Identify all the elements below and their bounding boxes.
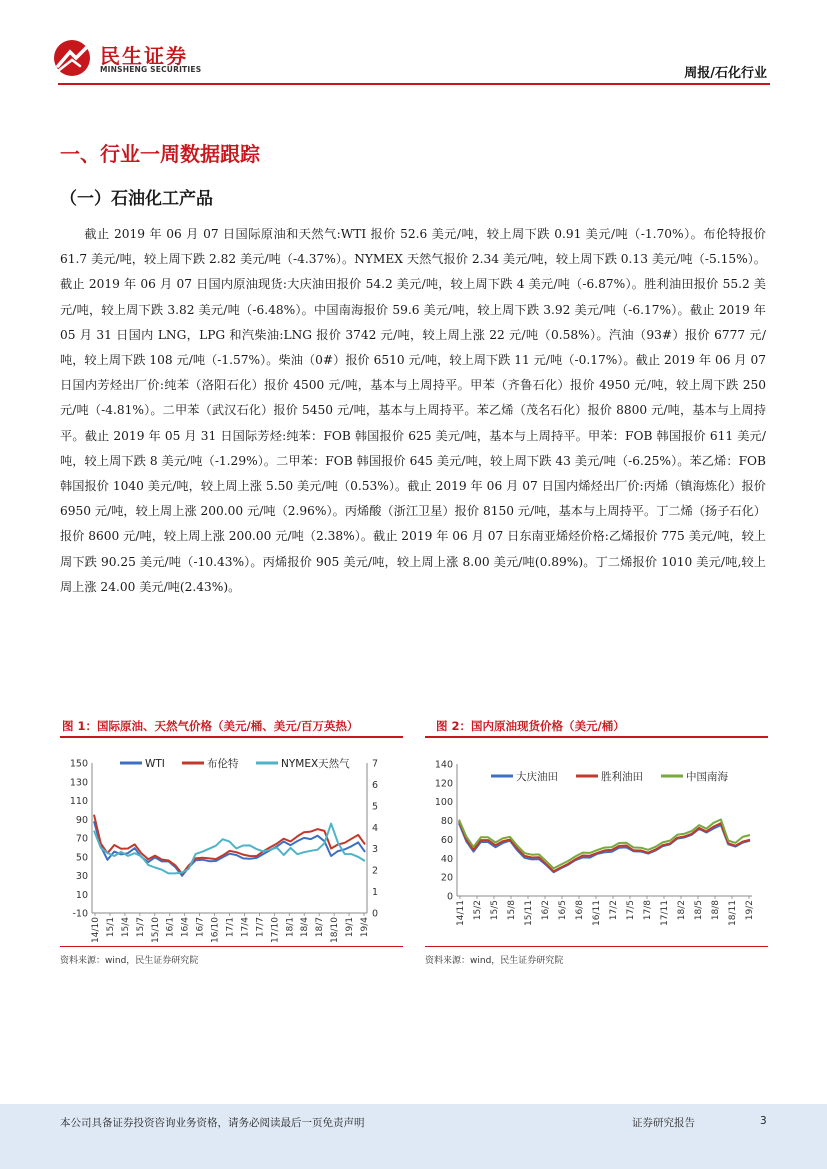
subsection-title: （一）石油化工产品 — [60, 189, 213, 209]
legend-label-NYMEX天然气: NYMEX天然气 — [281, 758, 350, 770]
y2-tick-label: 0 — [372, 908, 379, 920]
y-tick-label: 10 — [75, 889, 88, 901]
figure-1-title: 图 1：国际原油、天然气价格（美元/桶、美元/百万英热） — [62, 719, 359, 733]
y-tick-label: 50 — [75, 852, 88, 864]
x-tick-label: 18/5 — [694, 900, 704, 921]
y2-tick-label: 6 — [372, 779, 379, 791]
y-tick-label: 30 — [75, 871, 88, 882]
y-tick-label: 100 — [434, 797, 453, 809]
company-logo — [52, 38, 202, 78]
x-tick-label: 17/2 — [609, 900, 619, 921]
legend-label-布伦特: 布伦特 — [207, 758, 239, 770]
y2-tick-label: 3 — [372, 844, 379, 856]
x-tick-label: 17/8 — [643, 900, 653, 921]
x-tick-label: 16/1 — [165, 917, 176, 938]
footer-disclaimer: 本公司具备证券投资咨询业务资格，请务必阅读最后一页免责声明 — [60, 1117, 365, 1129]
y2-tick-label: 5 — [372, 801, 379, 813]
x-tick-label: 16/2 — [541, 900, 551, 921]
x-tick-label: 16/8 — [575, 900, 585, 921]
x-tick-label: 14/11 — [456, 900, 466, 926]
x-tick-label: 18/10 — [330, 917, 341, 943]
y-tick-label: 40 — [440, 853, 453, 865]
logo-english-name: MINSHENG SECURITIES — [100, 65, 202, 74]
y-tick-label: 140 — [434, 759, 453, 771]
body-paragraph: 截止 2019 年 06 月 07 日国际原油和天然气:WTI 报价 52.6 美元/吨，较上周下跌 0.91 美元/吨（-1.70%）。布伦特报价 61.7 美元/吨，较上周下跌 2.82 美元/吨（-4.37%）。NYMEX 天然气报价 2.34 美元/吨，较上周下跌 0.13 美元/吨（-5.15%）。截止 2019 年 06 月 07 日国内原油现货:大庆油田报价 54.2 美元/吨，较上周下跌 4 美元/吨（-6.87%）。胜利油田报价 55.2 美元/吨，较上周下跌 3.82 美元/吨（-6.48%）。中国南海报价 59.6 美元/吨，较上周下跌 3.92 美元/吨（-6.17%）。截止 2019 年 05 月 31 日国内 LNG，LPG 和汽柴油:LNG 报价 3742 元/吨，较上周上涨 22 元/吨（0.58%）。汽油（93#）报价 6777 元/吨，较上周下跌 108 元/吨（-1.57%）。柴油（0#）报价 6510 元/吨，较上周下跌 11 元/吨（-0.17%）。截止 2019 年 06 月 07 日国内芳烃出厂价:纯苯（洛阳石化）报价 4500 元/吨，基本与上周持平。甲苯（齐鲁石化）报价 4950 元/吨，较上周下跌 250 元/吨（-4.81%）。二甲苯（武汉石化）报价 5450 元/吨，基本与上周持平。苯乙烯（茂名石化）报价 8800 元/吨，基本与上周持平。截止 2019 年 05 月 31 日国际芳烃:纯苯：FOB 韩国报价 625 美元/吨，基本与上周持平。甲苯：FOB 韩国报价 611 美元/吨，较上周下跌 8 美元/吨（-1.29%）。二甲苯：FOB 韩国报价 645 美元/吨，较上周下跌 43 美元/吨（-6.25%）。苯乙烯：FOB 韩国报价 1040 美元/吨，较上周上涨 5.50 美元/吨（0.53%）。截止 2019 年 06 月 07 日国内烯烃出厂价:丙烯（镇海炼化）报价 6950 元/吨，较上周上涨 200.00 元/吨（2.96%）。丙烯酸（浙江卫星）报价 8150 元/吨，基本与上周持平。丁二烯（扬子石化）报价 8600 元/吨，较上周上涨 200.00 元/吨（2.38%）。截止 2019 年 06 月 07 日东南亚烯烃价格:乙烯报价 775 美元/吨，较上周下跌 90.25 美元/吨（-10.43%）。丙烯报价 905 美元/吨，较上周上涨 8.00 美元/吨(0.89%)。丁二烯报价 1010 美元/吨,较上周上涨 24.00 美元/吨(2.43%)。 — [60, 227, 766, 594]
x-tick-label: 17/4 — [240, 917, 251, 938]
page-header — [0, 0, 827, 90]
header-divider — [58, 83, 770, 85]
y-tick-label: 0 — [446, 891, 453, 903]
y-tick-label: 20 — [440, 872, 453, 884]
figure-1-title-rule — [60, 736, 403, 738]
x-tick-label: 18/8 — [711, 900, 721, 921]
x-tick-label: 19/1 — [345, 917, 356, 938]
x-tick-label: 17/11 — [660, 900, 670, 926]
legend-label-WTI: WTI — [145, 758, 165, 770]
figure-1-source: 资料来源：wind，民生证券研究院 — [60, 956, 199, 966]
document-category-tag: 周报/石化行业 — [684, 66, 767, 81]
figure-2-chart — [425, 748, 770, 943]
section-title: 一、行业一周数据跟踪 — [60, 142, 260, 166]
y-tick-label: 110 — [69, 796, 88, 807]
logo-chinese-name: 民生证券 — [100, 44, 188, 68]
x-tick-label: 18/11 — [728, 900, 738, 926]
y2-tick-label: 4 — [372, 822, 379, 834]
y-tick-label: 150 — [69, 758, 88, 770]
y-tick-label: 70 — [75, 833, 88, 845]
x-tick-label: 16/4 — [180, 917, 191, 938]
x-tick-label: 15/10 — [150, 917, 161, 943]
y-tick-label: 90 — [75, 814, 88, 826]
x-tick-label: 19/4 — [360, 917, 370, 938]
x-tick-label: 15/1 — [105, 917, 116, 938]
x-tick-label: 14/10 — [91, 917, 101, 943]
figure-1-bottom-rule — [60, 946, 403, 947]
y-tick-label: 80 — [440, 816, 453, 828]
legend-label-胜利油田: 胜利油田 — [601, 771, 643, 783]
x-tick-label: 15/4 — [120, 917, 131, 938]
figure-2-title: 图 2：国内原油现货价格（美元/桶） — [436, 719, 625, 733]
y2-tick-label: 2 — [372, 865, 379, 877]
series-line-WTI — [94, 821, 365, 876]
x-tick-label: 17/7 — [255, 917, 266, 938]
figure-2-source: 资料来源：wind，民生证券研究院 — [425, 956, 564, 966]
y-tick-label: 120 — [434, 778, 453, 790]
x-tick-label: 18/1 — [285, 917, 296, 938]
legend-label-大庆油田: 大庆油田 — [516, 771, 558, 783]
y2-tick-label: 1 — [372, 887, 379, 899]
y-tick-label: 130 — [69, 777, 88, 789]
y2-tick-label: 7 — [372, 758, 379, 770]
oil-gas-price-chart — [60, 748, 405, 943]
figure-2-bottom-rule — [425, 946, 768, 947]
x-tick-label: 19/2 — [745, 900, 755, 921]
x-tick-label: 15/2 — [473, 900, 483, 921]
page-footer — [0, 1104, 827, 1169]
x-tick-label: 16/11 — [592, 900, 602, 926]
x-tick-label: 16/5 — [558, 900, 568, 921]
y-tick-label: 60 — [440, 834, 453, 846]
figure-2-title-rule — [425, 736, 768, 738]
x-tick-label: 17/5 — [626, 900, 636, 921]
page-number: 3 — [760, 1115, 767, 1127]
footer-report-type: 证券研究报告 — [632, 1117, 695, 1129]
x-tick-label: 18/2 — [677, 900, 687, 921]
domestic-crude-price-chart — [425, 748, 770, 943]
x-tick-label: 16/7 — [195, 917, 206, 938]
x-tick-label: 17/10 — [270, 917, 281, 943]
x-tick-label: 15/5 — [490, 900, 500, 921]
x-tick-label: 15/8 — [507, 900, 517, 921]
minsheng-logo-icon — [52, 38, 94, 78]
x-tick-label: 17/1 — [225, 917, 236, 938]
figure-1-chart — [60, 748, 405, 943]
x-tick-label: 16/10 — [210, 917, 221, 943]
x-tick-label: 15/11 — [524, 900, 534, 926]
legend-label-中国南海: 中国南海 — [686, 771, 728, 783]
x-tick-label: 18/7 — [315, 917, 326, 938]
x-tick-label: 15/7 — [135, 917, 146, 938]
x-tick-label: 18/4 — [300, 917, 311, 938]
y-tick-label: -10 — [72, 908, 88, 920]
